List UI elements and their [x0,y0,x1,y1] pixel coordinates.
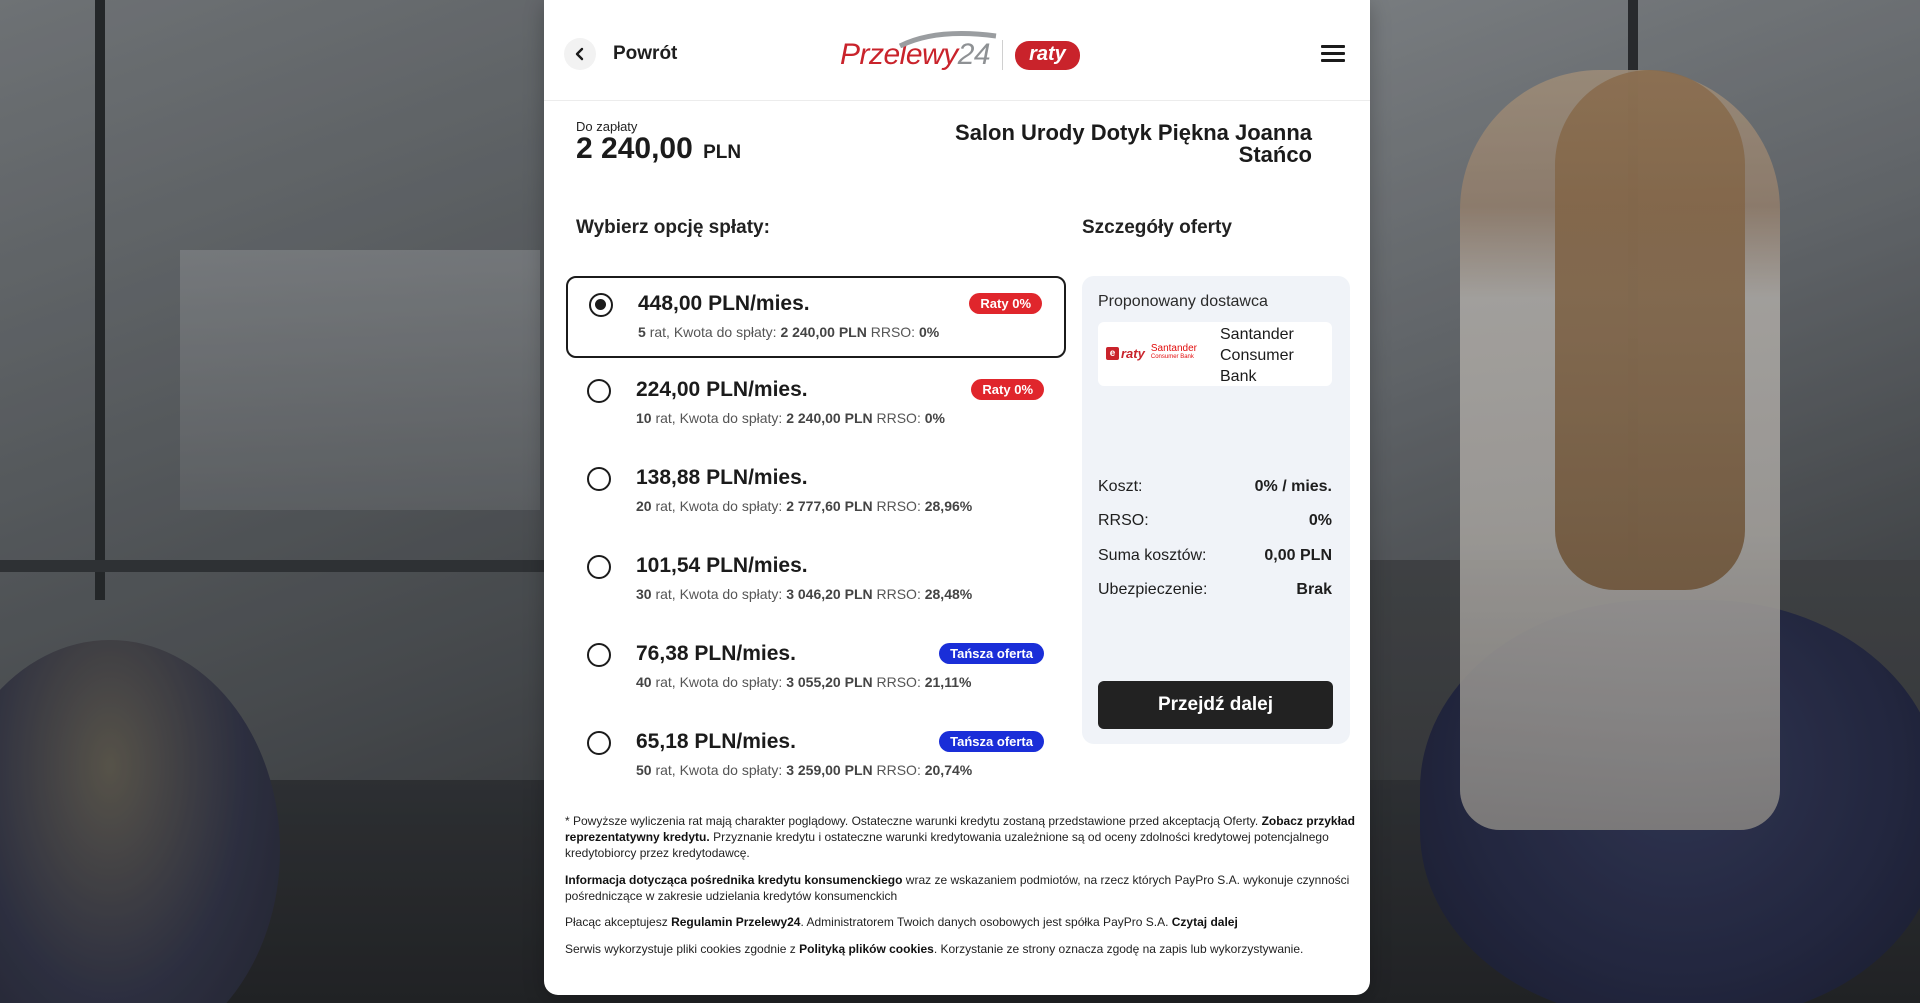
rat-label: rat, [655,498,676,514]
installment-count: 20 [636,498,652,514]
rrso-label: RRSO: [876,586,921,602]
radio-button[interactable] [587,379,611,403]
radio-button[interactable] [589,293,613,317]
option-details [638,324,939,340]
terms-link[interactable]: Regulamin Przelewy24 [671,915,801,929]
amount-label: Kwota do spłaty: [679,762,783,778]
installment-option[interactable] [566,716,1066,796]
amount-currency: PLN [703,142,742,163]
monthly-amount: 101,54 PLN/mies. [636,554,808,577]
offer-details-title: Szczegóły oferty [1082,217,1232,238]
installment-count: 5 [638,324,646,340]
option-badge: Raty 0% [971,379,1044,400]
logo-text: Przelewy [840,38,958,71]
rrso-value: 20,74% [924,762,973,778]
detail-row-insurance: Ubezpieczenie: Brak [1098,581,1332,598]
radio-button[interactable] [587,643,611,667]
rrso-value: 28,48% [924,586,973,602]
total-amount: 3 055,20 PLN [786,674,873,690]
back-label[interactable]: Powrót [613,43,678,64]
option-details [636,498,972,514]
total-amount: 3 046,20 PLN [786,586,873,602]
legal-note-3: Płacąc akceptujesz Regulamin Przelewy24. Administratorem Twoich danych osobowych jest spółka PayPro S.A. Czytaj dalej [565,915,1238,929]
total-amount: 2 240,00 PLN [780,324,867,340]
radio-button[interactable] [587,467,611,491]
back-button[interactable] [564,38,596,70]
chevron-left-icon [574,47,586,61]
logo-number: 24 [957,38,991,71]
installment-count: 50 [636,762,652,778]
merchant-name: Salon Urody Dotyk Piękna Joanna Stańco [955,120,1312,167]
installment-count: 30 [636,586,652,602]
offer-details-panel [1082,276,1350,744]
rat-label: rat, [649,324,670,340]
detail-row-rrso: RRSO: 0% [1098,512,1332,529]
option-details [636,586,972,602]
monthly-amount: 224,00 PLN/mies. [636,378,808,401]
amount-label: Kwota do spłaty: [679,586,783,602]
amount-number: 2 240,00 [576,132,693,165]
legal-note-1: * Powyższe wyliczenia rat mają charakter poglądowy. Ostateczne warunki kredytu zostaną przedstawione przed akceptacją Oferty. Zobacz przykład reprezentatywny kredytu. Przyznanie kredytu i ostateczne warunki kredytowania uzależnione są od oceny zdolności kredytowej potencjalnego kredytobiorcy przez kredytodawcę. [565,814,1355,860]
detail-row-cost: Koszt: 0% / mies. [1098,478,1332,495]
options-title: Wybierz opcję spłaty: [576,217,770,238]
monthly-amount: 138,88 PLN/mies. [636,466,808,489]
rrso-label: RRSO: [870,324,916,340]
rat-label: rat, [655,762,676,778]
payment-card [544,0,1370,995]
continue-button[interactable]: Przejdź dalej [1098,681,1333,729]
provider-label: Proponowany dostawca [1098,293,1268,310]
amount-label: Kwota do spłaty: [679,674,783,690]
read-more-link[interactable]: Czytaj dalej [1171,915,1238,929]
option-details [636,674,971,690]
logo-raty-badge: raty [1015,41,1080,70]
hamburger-menu-icon[interactable] [1321,45,1345,63]
legal-note-4: Serwis wykorzystuje pliki cookies zgodnie z Polityką plików cookies. Korzystanie ze strony oznacza zgodę na zapis lub wykorzystywanie. [565,942,1304,956]
eraty-logo: e raty [1106,346,1145,361]
representative-example-link[interactable]: Zobacz przykład reprezentatywny kredytu. [565,814,1355,844]
monthly-amount: 76,38 PLN/mies. [636,642,796,665]
rrso-value: 28,96% [924,498,973,514]
total-amount: 2 777,60 PLN [786,498,873,514]
installment-option[interactable] [566,364,1066,444]
installment-count: 10 [636,410,652,426]
amount-label: Do zapłaty [576,119,638,134]
rat-label: rat, [655,410,676,426]
monthly-amount: 448,00 PLN/mies. [638,292,810,315]
installment-option[interactable] [566,540,1066,620]
provider-name: Santander Consumer Bank [1220,326,1294,385]
installment-option[interactable] [566,628,1066,708]
monthly-amount: 65,18 PLN/mies. [636,730,796,753]
installment-count: 40 [636,674,652,690]
rrso-value: 21,11% [924,674,972,690]
amount-value [576,132,741,166]
rat-label: rat, [655,674,676,690]
provider-logos [1106,344,1197,362]
rat-label: rat, [655,586,676,602]
option-badge: Tańsza oferta [939,731,1044,752]
option-badge: Raty 0% [969,293,1042,314]
amount-label: Kwota do spłaty: [673,324,777,340]
rrso-label: RRSO: [876,674,921,690]
rrso-value: 0% [918,324,940,340]
option-details [636,410,945,426]
logo-arc-icon [896,28,1006,48]
rrso-label: RRSO: [876,498,921,514]
radio-button[interactable] [587,731,611,755]
santander-logo: Santander Consumer Bank [1150,343,1198,360]
rrso-value: 0% [924,410,945,426]
cookies-policy-link[interactable]: Polityką plików cookies [799,942,934,956]
rrso-label: RRSO: [876,410,921,426]
amount-label: Kwota do spłaty: [679,410,783,426]
detail-row-total-cost: Suma kosztów: 0,00 PLN [1098,547,1332,564]
legal-note-2: Informacja dotycząca pośrednika kredytu konsumenckiego wraz ze wskazaniem podmiotów, na rzecz których PayPro S.A. wykonuje czynności pośredniczące w zakresie udzielania kredytów konsumenckich [565,873,1350,903]
total-amount: 3 259,00 PLN [786,762,873,778]
amount-label: Kwota do spłaty: [679,498,783,514]
option-details [636,762,972,778]
installment-option[interactable] [566,452,1066,532]
top-bar [544,0,1370,101]
radio-button[interactable] [587,555,611,579]
rrso-label: RRSO: [876,762,921,778]
option-badge: Tańsza oferta [939,643,1044,664]
przelewy24-raty-logo [840,30,1080,80]
intermediary-info-link[interactable]: Informacja dotycząca pośrednika kredytu konsumenckiego [565,873,903,887]
installment-option[interactable] [566,276,1066,358]
provider-card [1098,322,1332,386]
total-amount: 2 240,00 PLN [786,410,873,426]
